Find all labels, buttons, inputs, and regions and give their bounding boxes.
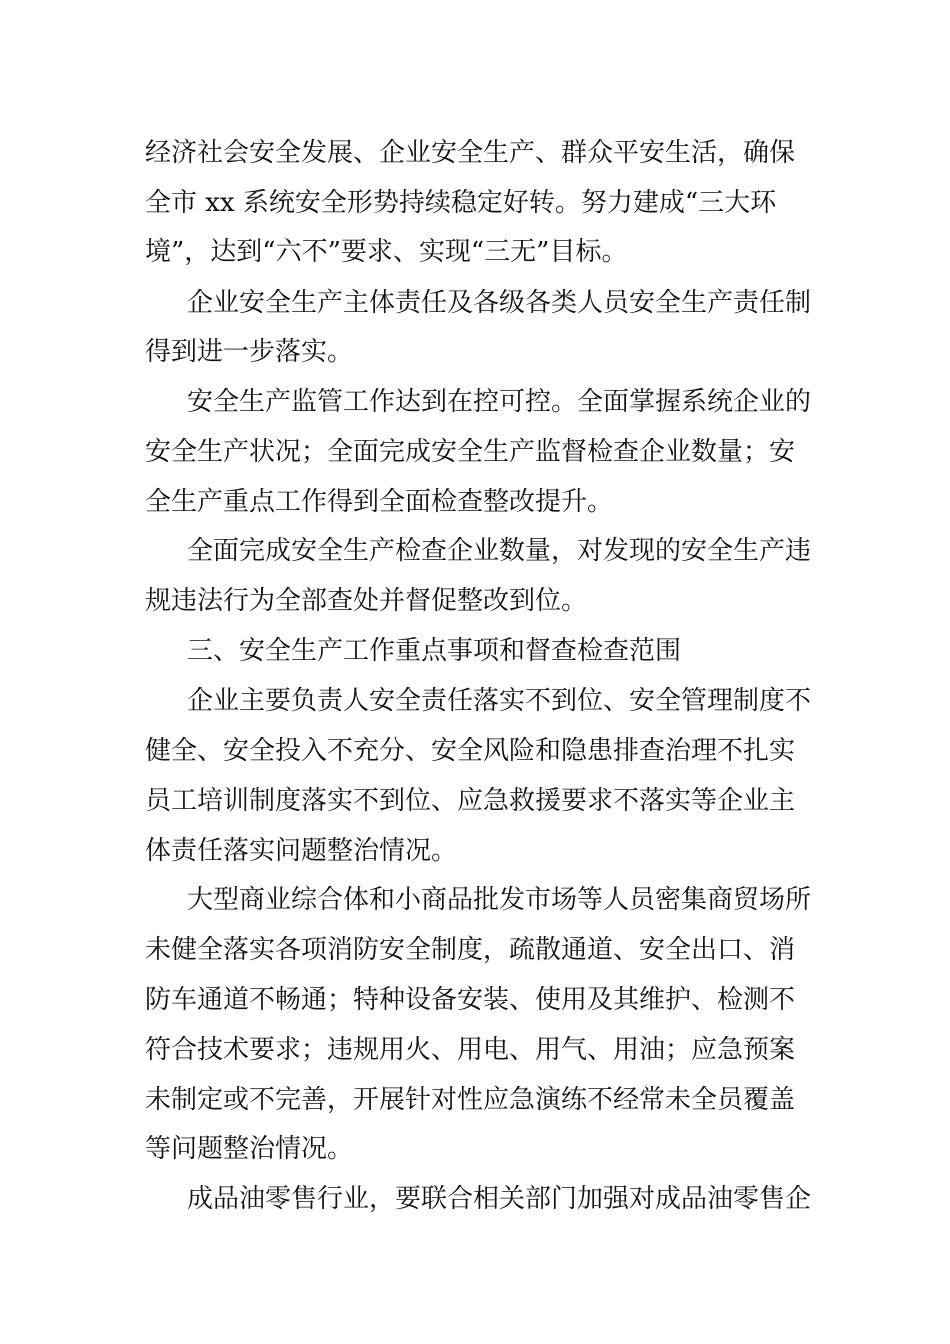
text-line: 全市 xx 系统安全形势持续稳定好转。努力建成“三大环 [145,188,777,218]
text-line: 未制定或不完善，开展针对性应急演练不经常未全员覆盖 [145,1085,796,1115]
text-line: 经济社会安全发展、企业安全生产、群众平安生活，确保 [145,138,796,168]
text-line: 健全、安全投入不充分、安全风险和隐患排查治理不扎实 [145,736,796,766]
text-line: 体责任落实问题整治情况。 [145,836,458,866]
text-line: 规违法行为全部查处并督促整改到位。 [145,586,588,616]
text-line: 全面完成安全生产检查企业数量，对发现的安全生产违 [187,536,812,566]
text-line: 大型商业综合体和小商品批发市场等人员密集商贸场所 [187,885,812,915]
text-line: 防车通道不畅通；特种设备安装、使用及其维护、检测不 [145,985,796,1015]
text-line: 得到进一步落实。 [145,337,354,367]
text-line: 境”，达到“六不”要求、实现“三无”目标。 [145,237,628,267]
text-line: 安全生产状况；全面完成安全生产监督检查企业数量；安 [145,437,796,467]
text-line: 等问题整治情况。 [145,1134,354,1164]
text-line: 符合技术要求；违规用火、用电、用气、用油；应急预案 [145,1035,796,1065]
text-line: 安全生产监管工作达到在控可控。全面掌握系统企业的 [187,387,812,417]
text-line: 成品油零售行业，要联合相关部门加强对成品油零售企 [187,1184,812,1214]
text-line: 未健全落实各项消防安全制度，疏散通道、安全出口、消 [145,935,796,965]
text-line: 全生产重点工作得到全面检查整改提升。 [145,487,614,517]
text-line: 企业安全生产主体责任及各级各类人员安全生产责任制 [187,288,812,318]
section-heading: 三、安全生产工作重点事项和督查检查范围 [187,636,682,666]
text-line: 员工培训制度落实不到位、应急救援要求不落实等企业主 [145,786,796,816]
text-line: 企业主要负责人安全责任落实不到位、安全管理制度不 [187,686,812,716]
